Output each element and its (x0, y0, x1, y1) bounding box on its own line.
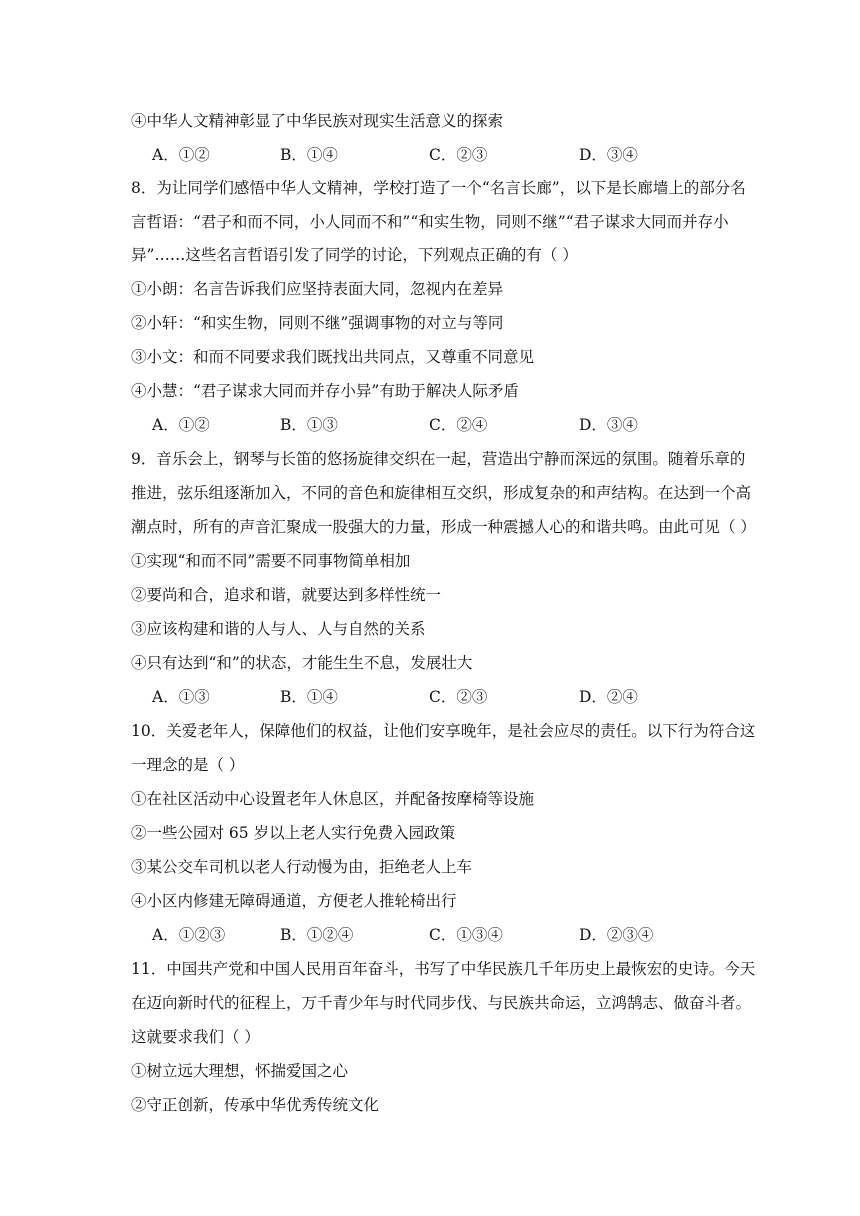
q10-stem-line-2: 一理念的是（ ） (131, 756, 245, 774)
q10-option-a[interactable]: A．①②③ (152, 926, 226, 944)
q10-stem-line-1: 10．关爱老年人，保障他们的权益，让他们安享晚年，是社会应尽的责任。以下行为符合这 (131, 722, 756, 740)
q9-stem-line-3: 潮点时，所有的声音汇聚成一股强大的力量，形成一种震撼人心的和谐共鸣。由此可见（ ） (131, 518, 756, 536)
q7-item-4: ④中华人文精神彰显了中华民族对现实生活意义的探索 (131, 112, 504, 130)
q7-options (152, 145, 732, 165)
q10-option-c[interactable]: C．①③④ (429, 926, 503, 944)
q7-option-b[interactable]: B．①④ (280, 146, 338, 164)
q7-option-d[interactable]: D．③④ (579, 146, 638, 164)
q8-option-c[interactable]: C．②④ (429, 416, 488, 434)
q8-options (152, 415, 732, 435)
q9-stem-line-2: 推进，弦乐组逐渐加入，不同的音色和旋律相互交织，形成复杂的和声结构。在达到一个高 (131, 484, 752, 502)
q9-item-1: ①实现“和而不同”需要不同事物简单相加 (131, 552, 411, 570)
q8-item-1: ①小朗：名言告诉我们应坚持表面大同，忽视内在差异 (131, 280, 504, 298)
q8-option-a[interactable]: A．①② (152, 416, 210, 434)
q11-item-1: ①树立远大理想，怀揣爱国之心 (131, 1062, 349, 1080)
q11-stem-line-1: 11．中国共产党和中国人民用百年奋斗，书写了中华民族几千年历史上最恢宏的史诗。今天 (131, 960, 756, 978)
q10-option-b[interactable]: B．①②④ (280, 926, 354, 944)
q9-option-c[interactable]: C．②③ (429, 688, 488, 706)
q9-option-b[interactable]: B．①④ (280, 688, 338, 706)
q9-option-a[interactable]: A．①③ (152, 688, 210, 706)
q8-option-d[interactable]: D．③④ (579, 416, 638, 434)
q8-item-2: ②小轩：“和实生物，同则不继”强调事物的对立与等同 (131, 314, 504, 332)
q11-stem-line-3: 这就要求我们（ ） (131, 1028, 260, 1046)
q9-options (152, 687, 732, 707)
q8-stem-line-3: 异”……这些名言哲语引发了同学的讨论，下列观点正确的有（ ） (131, 246, 578, 264)
q8-stem-line-2: 言哲语：“君子和而不同，小人同而不和”“和实生物，同则不继”“君子谋求大同而并存小 (131, 213, 729, 231)
q9-stem-line-1: 9．音乐会上，钢琴与长笛的悠扬旋律交织在一起，营造出宁静而深远的氛围。随着乐章的 (131, 450, 746, 468)
q8-item-4: ④小慧：“君子谋求大同而并存小异”有助于解决人际矛盾 (131, 382, 519, 400)
q10-item-4: ④小区内修建无障碍通道，方便老人推轮椅出行 (131, 892, 457, 910)
q10-options (152, 925, 732, 945)
q10-option-d[interactable]: D．②③④ (579, 926, 654, 944)
q10-item-1: ①在社区活动中心设置老年人休息区，并配备按摩椅等设施 (131, 790, 535, 808)
q11-stem-line-2: 在迈向新时代的征程上，万千青少年与时代同步伐、与民族共命运，立鸿鹄志、做奋斗者。 (131, 994, 752, 1012)
q9-option-d[interactable]: D．②④ (579, 688, 638, 706)
q8-stem-line-1: 8．为让同学们感悟中华人文精神，学校打造了一个“名言长廊”，以下是长廊墙上的部分名 (131, 179, 746, 197)
q11-item-2: ②守正创新，传承中华优秀传统文化 (131, 1096, 380, 1114)
q7-option-a[interactable]: A．①② (152, 146, 210, 164)
q9-item-4: ④只有达到“和”的状态，才能生生不息，发展壮大 (131, 654, 473, 672)
q9-item-2: ②要尚和合，追求和谐，就要达到多样性统一 (131, 586, 442, 604)
q10-item-3: ③某公交车司机以老人行动慢为由，拒绝老人上车 (131, 858, 473, 876)
q10-item-2: ②一些公园对 65 岁以上老人实行免费入园政策 (131, 824, 456, 842)
q8-item-3: ③小文：和而不同要求我们既找出共同点，又尊重不同意见 (131, 348, 535, 366)
q7-option-c[interactable]: C．②③ (429, 146, 488, 164)
q9-item-3: ③应该构建和谐的人与人、人与自然的关系 (131, 620, 426, 638)
q8-option-b[interactable]: B．①③ (280, 416, 338, 434)
